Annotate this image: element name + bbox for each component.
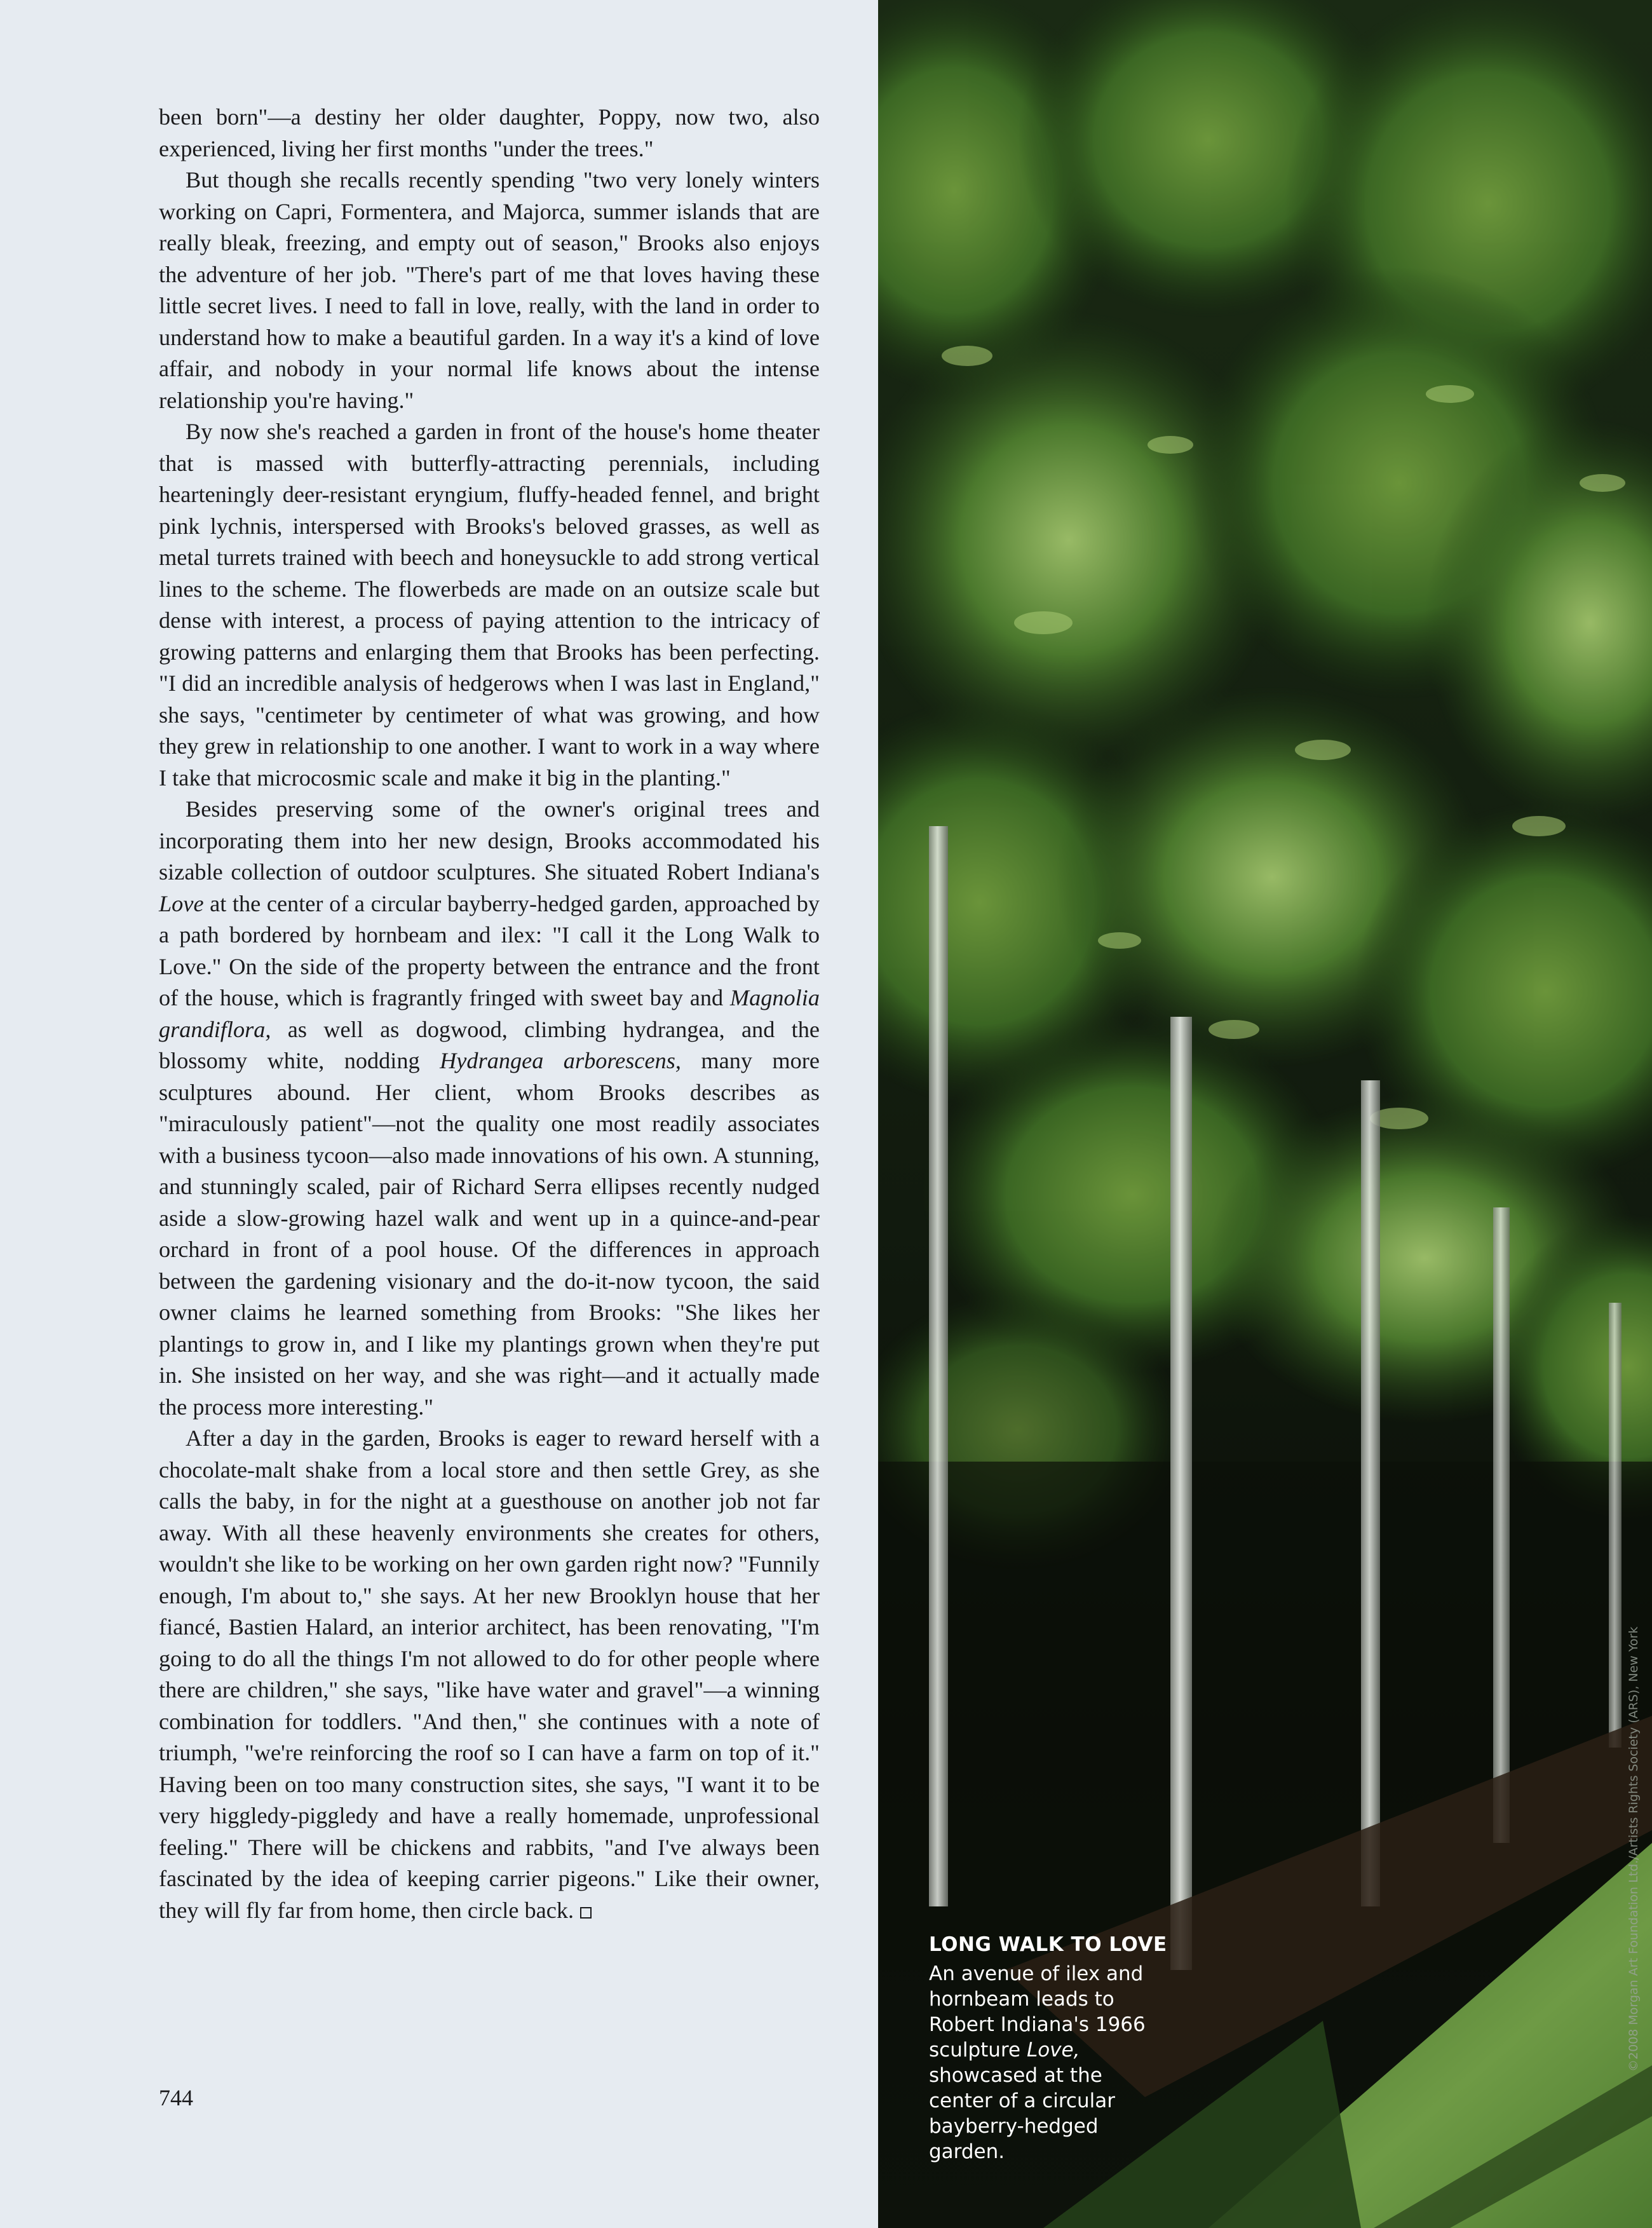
- paragraph-text: many more sculptures abound. Her client, whom Brooks describes as "miraculously patient"—not the quality one most readily associates with a business tycoon—also made innovations of his own. A stunning, and stunningly scaled, pair of Richard Serra ellipses recently nudged aside a slow-growing hazel walk and went up in a quince-and-pear orchard in front of a pool house. Of the differences in approach between the gardening visionary and the do-it-now tycoon, the said owner claims he learned something from Brooks: "She likes her plantings to grow in, and I like my plantings grown when they're put in. She insisted on her way, and she was right—and it actually made the process more interesting.": [159, 1048, 820, 1420]
- paragraph-text: But though she recalls recently spending "two very lonely winters working on Capri, Formentera, and Majorca, summer islands that are really bleak, freezing, and empty out of season," Brooks also enjoys the adventure of her job. "There's part of me that loves having these little secret lives. I need to fall in love, really, with the land in order to understand how to make a beautiful garden. In a way it's a kind of love affair, and nobody in your normal life knows about the intense relationship you're having.": [159, 167, 820, 413]
- italic-text: Hydrangea arborescens,: [440, 1048, 681, 1073]
- paragraph-text: By now she's reached a garden in front of the house's home theater that is massed with butterfly-attracting perennials, including hearteningly deer-resistant eryngium, fluffy-headed fennel, and bright pink lychnis, interspersed with Brooks's beloved grasses, as well as metal turrets trained with beech and honeysuckle to add strong vertical lines to the scheme. The flowerbeds are made on an outsize scale but dense with interest, a process of paying attention to the intricacy of growing patterns and enlarging them that Brooks has been perfecting. "I did an incredible analysis of hedgerows when I was last in England," she says, "centimeter by centimeter of what was growing, and how they grew in relationship to one another. I want to work in a way where I take that microcosmic scale and make it big in the planting.": [159, 419, 820, 791]
- photo-credit: ©2008 Morgan Art Foundation Ltd./Artists Rights Society (ARS), New York: [1627, 1626, 1641, 2072]
- article-paragraph: [159, 794, 820, 1423]
- caption-text-1: An avenue of ilex and hornbeam leads to Robert Indiana's 1966 sculpture: [929, 1962, 1146, 2062]
- article-paragraph: [159, 102, 820, 165]
- page-number: 744: [159, 2085, 193, 2110]
- photo-illustration: [878, 0, 1652, 2228]
- tree-avenue-photo: [878, 0, 1652, 2228]
- photo-caption: [929, 1932, 1170, 2164]
- article-paragraph: [159, 416, 820, 794]
- paragraph-text: Besides preserving some of the owner's original trees and incorporating them into her new design, Brooks accommodated his sizable collection of outdoor sculptures. She situated Robert Indiana's: [159, 796, 820, 885]
- caption-body: [929, 1962, 1146, 2163]
- italic-text: Magnolia grandiflora,: [159, 985, 820, 1042]
- caption-headline: LONG WALK TO LOVE: [929, 1933, 1167, 1956]
- article-paragraph: [159, 165, 820, 416]
- article-body: [159, 102, 820, 1926]
- caption-italic: Love,: [1026, 2039, 1080, 2062]
- paragraph-text: as well as dogwood, climbing hydrangea, and the blossomy white, nodding: [159, 1016, 820, 1073]
- italic-text: Love: [159, 890, 204, 916]
- end-mark-icon: [580, 1907, 592, 1919]
- paragraph-text: been born"—a destiny her older daughter, Poppy, now two, also experienced, living her first months "under the trees.": [159, 104, 820, 161]
- article-paragraph: [159, 1423, 820, 1926]
- paragraph-text: at the center of a circular bayberry-hedged garden, approached by a path bordered by hornbeam and ilex: "I call it the Long Walk to Love." On the side of the property between the entrance and the front of the house, which is fragrantly fringed with sweet bay and: [159, 890, 820, 1010]
- paragraph-text: After a day in the garden, Brooks is eager to reward herself with a chocolate-malt shake from a local store and then settle Grey, as she calls the baby, in for the night at a guesthouse on another job not far away. With all these heavenly environments she creates for others, wouldn't she like to be working on her own garden right now? "Funnily enough, I'm about to," she says. At her new Brooklyn house that her fiancé, Bastien Halard, an interior architect, has been renovating, "I'm going to do all the things I'm not allowed to do for other people where there are children," she says, "like have water and gravel"—a winning combination for toddlers. "And then," she continues with a note of triumph, "we're reinforcing the roof so I can have a farm on top of it." Having been on too many construction sites, she says, "I want it to be very higgledy-piggledy and have a really homemade, unprofessional feeling." There will be chickens and rabbits, "and I've always been fascinated by the idea of keeping carrier pigeons." Like their owner, they will fly far from home, then circle back.: [159, 1425, 820, 1923]
- caption-text-2: showcased at the center of a circular bayberry-hedged garden.: [929, 2064, 1115, 2163]
